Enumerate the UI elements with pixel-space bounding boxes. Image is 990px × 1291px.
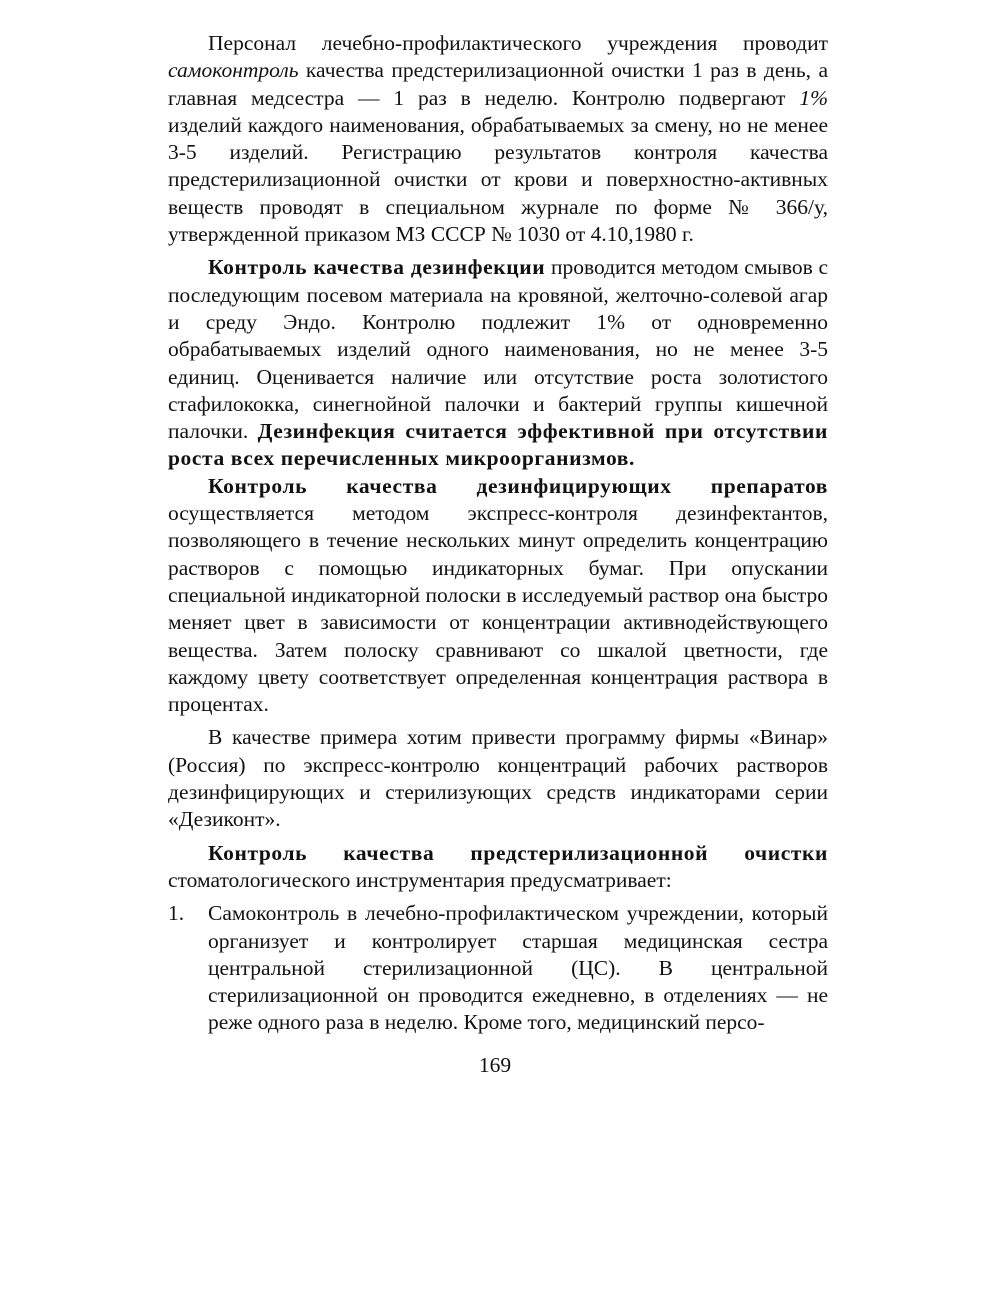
bold-heading: Контроль качества дезинфицирующих препаратов xyxy=(208,473,828,498)
text-run: стоматологического инструментария предусматривает: xyxy=(168,867,672,892)
list-item-text: Самоконтроль в лечебно-профилактическом учреждении, который организует и контролирует старшая медицинская сестра центральной стерилизационной (ЦС). В центральной стерилизационной он проводится ежедневно, в отделениях — не реже одного раза в неделю. Кроме того, медицинский персо- xyxy=(208,901,828,1035)
text-run: качества предстерилизационной очистки 1 раз в день, а главная медсестра — 1 раз в неделю. Контролю подвергают xyxy=(168,58,828,110)
text-run: В качестве примера хотим привести программу фирмы «Винар» (Россия) по экспресс-контролю концентраций рабочих растворов дезинфицирующих и стерилизующих средств индикаторами серии «Дезиконт». xyxy=(168,725,828,832)
text-run: изделий каждого наименования, обрабатываемых за смену, но не менее 3-5 изделий. Регистрацию результатов контроля качества предстерилизационной очистки от крови и поверхностно-активных веществ проводят в специальном журнале по форме № 366/у, утвержденной приказом МЗ СССР № 1030 от 4.10,1980 г. xyxy=(168,112,828,247)
page-body xyxy=(168,30,828,1037)
text-run: проводится методом смывов с последующим посевом материала на кровяной, желточно-солевой агар и среду Эндо. Контролю подлежит 1% от одновременно обрабатываемых изделий одного наименования, но не менее 3-5 единиц. Оценивается наличие или отсутствие роста золотистого стафилококка, синегнойной палочки и бактерий группы кишечной палочки. xyxy=(168,255,828,444)
paragraph-cleaning-control xyxy=(168,840,828,895)
paragraph-self-control xyxy=(168,30,828,248)
italic-term: самоконтроль xyxy=(168,58,299,83)
page-number: 169 xyxy=(478,1053,512,1077)
text-run: Персонал лечебно-профилактического учреждения проводит xyxy=(208,31,828,55)
bold-statement: Дезинфекция считается эффективной при отсутствии роста всех перечисленных микроорганизмов. xyxy=(168,419,828,471)
bold-heading: Контроль качества дезинфекции xyxy=(208,255,546,280)
bold-heading: Контроль качества предстерилизационной очистки xyxy=(208,840,828,865)
paragraph-disinfectant-control xyxy=(168,473,828,719)
paragraph-disinfection-control xyxy=(168,254,828,472)
list-item xyxy=(168,900,828,1036)
paragraph-example xyxy=(168,724,828,833)
list-item-number: 1. xyxy=(168,901,185,926)
italic-term: 1% xyxy=(799,85,828,110)
text-run: осуществляется методом экспресс-контроля дезинфектантов, позволяющего в течение нескольких минут определить концентрацию растворов с помощью индикаторных бумаг. При опускании специальной индикаторной полоски в исследуемый раствор она быстро меняет цвет в зависимости от концентрации активнодействующего вещества. Затем полоску сравнивают со шкалой цветности, где каждому цвету соответствует определенная концентрация раствора в процентах. xyxy=(168,501,828,717)
